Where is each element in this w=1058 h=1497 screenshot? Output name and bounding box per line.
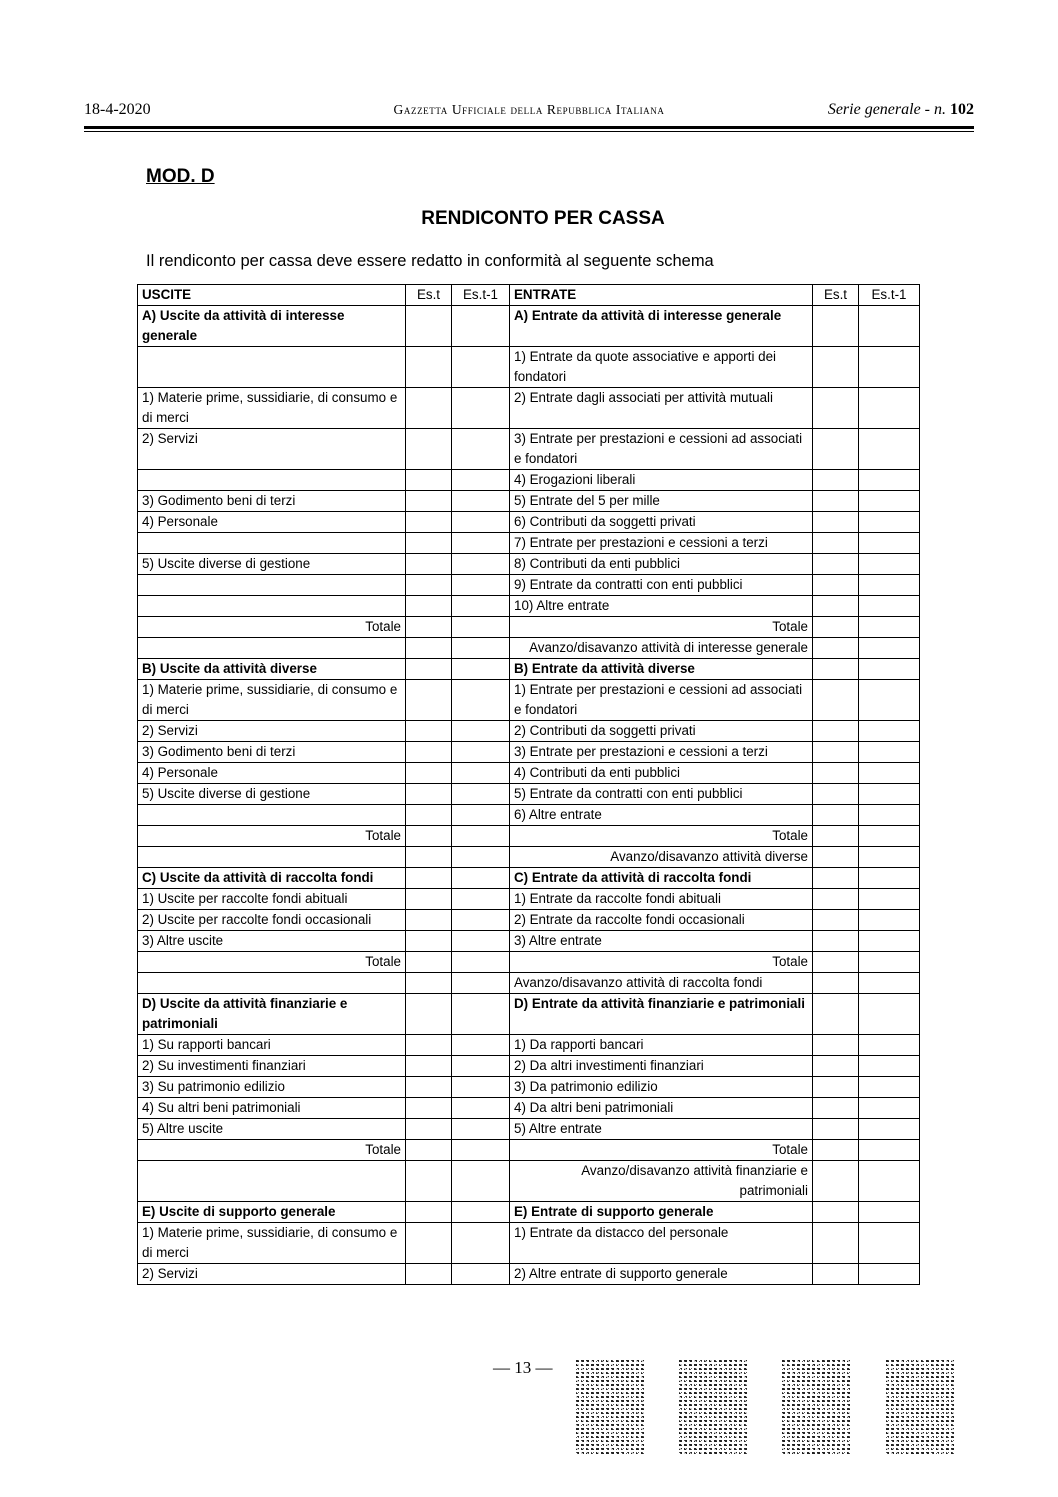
entrate-es-t1-cell bbox=[859, 742, 920, 763]
entrate-es-t-cell bbox=[813, 388, 859, 429]
uscite-es-t-cell bbox=[406, 617, 452, 638]
entrate-cell: E) Entrate di supporto generale bbox=[510, 1202, 813, 1223]
entrate-es-t-cell bbox=[813, 868, 859, 889]
table-row bbox=[138, 1140, 920, 1161]
table-row bbox=[138, 1264, 920, 1285]
entrate-es-t-cell bbox=[813, 470, 859, 491]
entrate-es-t1-cell bbox=[859, 306, 920, 347]
header-rule-thin bbox=[84, 131, 974, 132]
uscite-es-t1-cell bbox=[452, 347, 510, 388]
entrate-es-t1-cell bbox=[859, 638, 920, 659]
table-row bbox=[138, 1161, 920, 1202]
uscite-es-t1-cell bbox=[452, 1098, 510, 1119]
entrate-es-t1-cell bbox=[859, 491, 920, 512]
entrate-es-t-cell bbox=[813, 575, 859, 596]
entrate-cell: 3) Da patrimonio edilizio bbox=[510, 1077, 813, 1098]
entrate-cell: 3) Altre entrate bbox=[510, 931, 813, 952]
entrate-es-t-cell bbox=[813, 721, 859, 742]
uscite-cell: 3) Godimento beni di terzi bbox=[138, 742, 406, 763]
table-row bbox=[138, 575, 920, 596]
uscite-es-t-cell bbox=[406, 1223, 452, 1264]
uscite-es-t-cell bbox=[406, 826, 452, 847]
table-row bbox=[138, 1077, 920, 1098]
entrate-cell: Totale bbox=[510, 826, 813, 847]
uscite-cell: 1) Uscite per raccolte fondi abituali bbox=[138, 889, 406, 910]
uscite-es-t-cell bbox=[406, 659, 452, 680]
uscite-es-t1-cell bbox=[452, 1161, 510, 1202]
entrate-cell: 9) Entrate da contratti con enti pubblici bbox=[510, 575, 813, 596]
entrate-es-t1-cell bbox=[859, 1161, 920, 1202]
table-row bbox=[138, 847, 920, 868]
uscite-cell: 2) Servizi bbox=[138, 721, 406, 742]
uscite-cell: 5) Uscite diverse di gestione bbox=[138, 784, 406, 805]
uscite-es-t1-cell bbox=[452, 491, 510, 512]
uscite-cell bbox=[138, 847, 406, 868]
uscite-es-t-cell bbox=[406, 388, 452, 429]
entrate-es-t1-cell bbox=[859, 784, 920, 805]
uscite-es-t-cell bbox=[406, 1056, 452, 1077]
entrate-es-t1-cell bbox=[859, 347, 920, 388]
table-body bbox=[138, 306, 920, 1285]
entrate-es-t1-cell bbox=[859, 994, 920, 1035]
barcode-2 bbox=[677, 1360, 747, 1456]
entrate-cell: 3) Entrate per prestazioni e cessioni a terzi bbox=[510, 742, 813, 763]
entrate-es-t-cell bbox=[813, 847, 859, 868]
uscite-es-t1-cell bbox=[452, 910, 510, 931]
entrate-es-t-cell bbox=[813, 554, 859, 575]
entrate-cell: 1) Entrate da quote associative e apporti dei fondatori bbox=[510, 347, 813, 388]
uscite-es-t1-cell bbox=[452, 388, 510, 429]
entrate-cell: 6) Contributi da soggetti privati bbox=[510, 512, 813, 533]
table-row bbox=[138, 1035, 920, 1056]
header-rule-thick bbox=[84, 126, 974, 129]
uscite-es-t-cell bbox=[406, 512, 452, 533]
uscite-cell: Totale bbox=[138, 826, 406, 847]
table-row bbox=[138, 1119, 920, 1140]
entrate-cell: Avanzo/disavanzo attività diverse bbox=[510, 847, 813, 868]
table-row bbox=[138, 306, 920, 347]
entrate-es-t-cell bbox=[813, 347, 859, 388]
entrate-cell: 5) Entrate da contratti con enti pubblici bbox=[510, 784, 813, 805]
entrate-es-t-cell bbox=[813, 1202, 859, 1223]
uscite-es-t-cell bbox=[406, 1264, 452, 1285]
table-row bbox=[138, 973, 920, 994]
table-row bbox=[138, 388, 920, 429]
entrate-es-t-cell bbox=[813, 763, 859, 784]
entrate-es-t-cell bbox=[813, 742, 859, 763]
entrate-cell: Avanzo/disavanzo attività di raccolta fondi bbox=[510, 973, 813, 994]
uscite-es-t1-cell bbox=[452, 868, 510, 889]
entrate-cell: 3) Entrate per prestazioni e cessioni ad associati e fondatori bbox=[510, 429, 813, 470]
uscite-es-t1-cell bbox=[452, 889, 510, 910]
uscite-cell bbox=[138, 805, 406, 826]
document-title: RENDICONTO PER CASSA bbox=[421, 208, 665, 229]
entrate-es-t1-cell bbox=[859, 721, 920, 742]
header-title: Gazzetta Ufficiale della Repubblica Italiana bbox=[393, 102, 665, 117]
uscite-es-t-cell bbox=[406, 1161, 452, 1202]
uscite-cell bbox=[138, 575, 406, 596]
uscite-es-t-cell bbox=[406, 994, 452, 1035]
uscite-es-t-cell bbox=[406, 1035, 452, 1056]
uscite-es-t-cell bbox=[406, 763, 452, 784]
entrate-es-t-cell bbox=[813, 429, 859, 470]
entrate-cell: 2) Da altri investimenti finanziari bbox=[510, 1056, 813, 1077]
uscite-es-t-cell bbox=[406, 680, 452, 721]
uscite-cell: 1) Materie prime, sussidiarie, di consumo e di merci bbox=[138, 388, 406, 429]
uscite-es-t-cell bbox=[406, 973, 452, 994]
uscite-cell bbox=[138, 973, 406, 994]
uscite-es-t-cell bbox=[406, 847, 452, 868]
table-row bbox=[138, 826, 920, 847]
table-row bbox=[138, 512, 920, 533]
entrate-es-t-cell bbox=[813, 659, 859, 680]
uscite-es-t1-cell bbox=[452, 680, 510, 721]
entrate-es-t1-cell bbox=[859, 826, 920, 847]
entrate-es-t-cell bbox=[813, 617, 859, 638]
uscite-cell: 3) Godimento beni di terzi bbox=[138, 491, 406, 512]
entrate-es-t-cell bbox=[813, 1161, 859, 1202]
entrate-es-t1-cell bbox=[859, 533, 920, 554]
table-row bbox=[138, 470, 920, 491]
uscite-cell bbox=[138, 1161, 406, 1202]
uscite-es-t1-cell bbox=[452, 973, 510, 994]
uscite-es-t-cell bbox=[406, 784, 452, 805]
uscite-es-t-cell bbox=[406, 554, 452, 575]
table-row bbox=[138, 533, 920, 554]
entrate-cell: 2) Entrate da raccolte fondi occasionali bbox=[510, 910, 813, 931]
entrate-es-t-cell bbox=[813, 1077, 859, 1098]
entrate-cell: 7) Entrate per prestazioni e cessioni a terzi bbox=[510, 533, 813, 554]
header-es-t-entrate: Es.t bbox=[813, 285, 859, 306]
entrate-cell: 2) Altre entrate di supporto generale bbox=[510, 1264, 813, 1285]
entrate-cell: 4) Contributi da enti pubblici bbox=[510, 763, 813, 784]
entrate-es-t1-cell bbox=[859, 512, 920, 533]
uscite-cell: 1) Su rapporti bancari bbox=[138, 1035, 406, 1056]
uscite-cell: 1) Materie prime, sussidiarie, di consumo e di merci bbox=[138, 680, 406, 721]
uscite-cell: 2) Servizi bbox=[138, 429, 406, 470]
header-uscite: USCITE bbox=[138, 285, 406, 306]
entrate-es-t1-cell bbox=[859, 952, 920, 973]
entrate-es-t1-cell bbox=[859, 1223, 920, 1264]
table-row bbox=[138, 889, 920, 910]
uscite-es-t-cell bbox=[406, 1077, 452, 1098]
header-series bbox=[828, 101, 974, 119]
entrate-cell: Avanzo/disavanzo attività finanziarie e patrimoniali bbox=[510, 1161, 813, 1202]
uscite-es-t-cell bbox=[406, 952, 452, 973]
uscite-es-t-cell bbox=[406, 429, 452, 470]
table-row bbox=[138, 1223, 920, 1264]
table-row bbox=[138, 659, 920, 680]
entrate-cell: 2) Entrate dagli associati per attività mutuali bbox=[510, 388, 813, 429]
table-row bbox=[138, 910, 920, 931]
entrate-es-t-cell bbox=[813, 1223, 859, 1264]
entrate-cell: 10) Altre entrate bbox=[510, 596, 813, 617]
entrate-cell: 2) Contributi da soggetti privati bbox=[510, 721, 813, 742]
uscite-es-t1-cell bbox=[452, 659, 510, 680]
uscite-es-t1-cell bbox=[452, 1223, 510, 1264]
table-row bbox=[138, 617, 920, 638]
entrate-es-t-cell bbox=[813, 680, 859, 721]
uscite-cell: 4) Personale bbox=[138, 763, 406, 784]
table-row bbox=[138, 1056, 920, 1077]
table-row bbox=[138, 784, 920, 805]
entrate-cell: 1) Entrate da raccolte fondi abituali bbox=[510, 889, 813, 910]
uscite-es-t1-cell bbox=[452, 805, 510, 826]
uscite-es-t-cell bbox=[406, 491, 452, 512]
uscite-es-t1-cell bbox=[452, 617, 510, 638]
entrate-es-t1-cell bbox=[859, 910, 920, 931]
uscite-es-t1-cell bbox=[452, 1035, 510, 1056]
uscite-es-t1-cell bbox=[452, 533, 510, 554]
uscite-es-t-cell bbox=[406, 347, 452, 388]
entrate-es-t1-cell bbox=[859, 429, 920, 470]
rendiconto-table bbox=[137, 284, 920, 1285]
entrate-cell: 5) Entrate del 5 per mille bbox=[510, 491, 813, 512]
uscite-cell: 5) Altre uscite bbox=[138, 1119, 406, 1140]
table-row bbox=[138, 931, 920, 952]
uscite-es-t-cell bbox=[406, 889, 452, 910]
entrate-cell: 6) Altre entrate bbox=[510, 805, 813, 826]
uscite-cell: Totale bbox=[138, 952, 406, 973]
entrate-es-t1-cell bbox=[859, 1119, 920, 1140]
uscite-es-t1-cell bbox=[452, 742, 510, 763]
table-row bbox=[138, 596, 920, 617]
header-series-number: 102 bbox=[950, 101, 974, 118]
entrate-es-t1-cell bbox=[859, 1077, 920, 1098]
entrate-es-t-cell bbox=[813, 1056, 859, 1077]
uscite-es-t1-cell bbox=[452, 306, 510, 347]
entrate-es-t1-cell bbox=[859, 1264, 920, 1285]
header-es-t-uscite: Es.t bbox=[406, 285, 452, 306]
entrate-es-t1-cell bbox=[859, 470, 920, 491]
table-row bbox=[138, 491, 920, 512]
uscite-es-t-cell bbox=[406, 805, 452, 826]
mod-label: MOD. D bbox=[146, 166, 215, 187]
entrate-es-t1-cell bbox=[859, 973, 920, 994]
table-row bbox=[138, 952, 920, 973]
header-series-label: Serie generale - n. bbox=[827, 101, 946, 118]
entrate-es-t-cell bbox=[813, 512, 859, 533]
uscite-es-t1-cell bbox=[452, 429, 510, 470]
uscite-es-t-cell bbox=[406, 638, 452, 659]
table-row bbox=[138, 1202, 920, 1223]
uscite-es-t1-cell bbox=[452, 826, 510, 847]
table-row bbox=[138, 721, 920, 742]
uscite-cell: 2) Uscite per raccolte fondi occasionali bbox=[138, 910, 406, 931]
uscite-cell: C) Uscite da attività di raccolta fondi bbox=[138, 868, 406, 889]
uscite-es-t1-cell bbox=[452, 638, 510, 659]
uscite-es-t-cell bbox=[406, 742, 452, 763]
uscite-cell: D) Uscite da attività finanziarie e patrimoniali bbox=[138, 994, 406, 1035]
uscite-es-t-cell bbox=[406, 1140, 452, 1161]
entrate-es-t-cell bbox=[813, 638, 859, 659]
entrate-es-t-cell bbox=[813, 931, 859, 952]
entrate-es-t1-cell bbox=[859, 805, 920, 826]
uscite-es-t1-cell bbox=[452, 1264, 510, 1285]
uscite-cell bbox=[138, 347, 406, 388]
uscite-es-t-cell bbox=[406, 1119, 452, 1140]
uscite-es-t-cell bbox=[406, 1098, 452, 1119]
uscite-cell bbox=[138, 596, 406, 617]
entrate-es-t1-cell bbox=[859, 1035, 920, 1056]
entrate-es-t1-cell bbox=[859, 868, 920, 889]
uscite-es-t1-cell bbox=[452, 512, 510, 533]
entrate-es-t1-cell bbox=[859, 596, 920, 617]
uscite-es-t1-cell bbox=[452, 1140, 510, 1161]
uscite-cell: 3) Altre uscite bbox=[138, 931, 406, 952]
entrate-es-t-cell bbox=[813, 826, 859, 847]
uscite-es-t1-cell bbox=[452, 763, 510, 784]
entrate-es-t1-cell bbox=[859, 659, 920, 680]
uscite-es-t-cell bbox=[406, 596, 452, 617]
uscite-cell: Totale bbox=[138, 617, 406, 638]
barcode-4 bbox=[884, 1360, 954, 1456]
table-row bbox=[138, 347, 920, 388]
entrate-es-t-cell bbox=[813, 973, 859, 994]
uscite-es-t-cell bbox=[406, 910, 452, 931]
entrate-cell: 1) Da rapporti bancari bbox=[510, 1035, 813, 1056]
entrate-cell: B) Entrate da attività diverse bbox=[510, 659, 813, 680]
uscite-cell: A) Uscite da attività di interesse generale bbox=[138, 306, 406, 347]
uscite-es-t-cell bbox=[406, 721, 452, 742]
entrate-es-t1-cell bbox=[859, 617, 920, 638]
entrate-es-t1-cell bbox=[859, 1202, 920, 1223]
uscite-es-t-cell bbox=[406, 1202, 452, 1223]
uscite-es-t-cell bbox=[406, 868, 452, 889]
entrate-es-t-cell bbox=[813, 491, 859, 512]
entrate-es-t-cell bbox=[813, 805, 859, 826]
uscite-es-t1-cell bbox=[452, 721, 510, 742]
table-header-row bbox=[138, 285, 920, 306]
entrate-es-t1-cell bbox=[859, 1098, 920, 1119]
entrate-es-t1-cell bbox=[859, 889, 920, 910]
uscite-es-t1-cell bbox=[452, 596, 510, 617]
uscite-cell: 2) Su investimenti finanziari bbox=[138, 1056, 406, 1077]
table-row bbox=[138, 429, 920, 470]
uscite-es-t1-cell bbox=[452, 847, 510, 868]
header-es-t1-uscite: Es.t-1 bbox=[452, 285, 510, 306]
uscite-es-t1-cell bbox=[452, 1056, 510, 1077]
entrate-es-t-cell bbox=[813, 994, 859, 1035]
uscite-es-t1-cell bbox=[452, 575, 510, 596]
uscite-es-t1-cell bbox=[452, 1119, 510, 1140]
entrate-es-t-cell bbox=[813, 533, 859, 554]
entrate-cell: Totale bbox=[510, 952, 813, 973]
uscite-cell: 2) Servizi bbox=[138, 1264, 406, 1285]
entrate-es-t1-cell bbox=[859, 931, 920, 952]
entrate-cell: 4) Erogazioni liberali bbox=[510, 470, 813, 491]
barcode-1 bbox=[574, 1360, 644, 1456]
entrate-es-t1-cell bbox=[859, 763, 920, 784]
uscite-es-t-cell bbox=[406, 931, 452, 952]
entrate-es-t1-cell bbox=[859, 575, 920, 596]
entrate-es-t-cell bbox=[813, 784, 859, 805]
uscite-es-t1-cell bbox=[452, 952, 510, 973]
entrate-es-t1-cell bbox=[859, 388, 920, 429]
uscite-cell bbox=[138, 533, 406, 554]
uscite-cell: 3) Su patrimonio edilizio bbox=[138, 1077, 406, 1098]
header-date: 18-4-2020 bbox=[84, 101, 151, 118]
uscite-cell: 4) Su altri beni patrimoniali bbox=[138, 1098, 406, 1119]
entrate-es-t-cell bbox=[813, 1035, 859, 1056]
entrate-es-t-cell bbox=[813, 1264, 859, 1285]
uscite-cell: 4) Personale bbox=[138, 512, 406, 533]
table-row bbox=[138, 805, 920, 826]
entrate-cell: 8) Contributi da enti pubblici bbox=[510, 554, 813, 575]
header-entrate: ENTRATE bbox=[510, 285, 813, 306]
entrate-es-t-cell bbox=[813, 1098, 859, 1119]
uscite-es-t-cell bbox=[406, 533, 452, 554]
entrate-es-t-cell bbox=[813, 952, 859, 973]
uscite-es-t-cell bbox=[406, 306, 452, 347]
entrate-es-t-cell bbox=[813, 306, 859, 347]
uscite-es-t-cell bbox=[406, 470, 452, 491]
page-number: — 13 — bbox=[493, 1358, 553, 1377]
table-row bbox=[138, 680, 920, 721]
table-row bbox=[138, 638, 920, 659]
uscite-cell bbox=[138, 470, 406, 491]
entrate-cell: 5) Altre entrate bbox=[510, 1119, 813, 1140]
page-header bbox=[84, 101, 974, 125]
uscite-es-t1-cell bbox=[452, 470, 510, 491]
table-row bbox=[138, 763, 920, 784]
header-es-t1-entrate: Es.t-1 bbox=[859, 285, 920, 306]
entrate-cell: C) Entrate da attività di raccolta fondi bbox=[510, 868, 813, 889]
uscite-cell: 1) Materie prime, sussidiarie, di consumo e di merci bbox=[138, 1223, 406, 1264]
uscite-cell: B) Uscite da attività diverse bbox=[138, 659, 406, 680]
entrate-cell: D) Entrate da attività finanziarie e patrimoniali bbox=[510, 994, 813, 1035]
uscite-es-t1-cell bbox=[452, 1077, 510, 1098]
entrate-es-t-cell bbox=[813, 889, 859, 910]
table-row bbox=[138, 868, 920, 889]
entrate-cell: Totale bbox=[510, 617, 813, 638]
entrate-es-t-cell bbox=[813, 1140, 859, 1161]
entrate-es-t1-cell bbox=[859, 1140, 920, 1161]
entrate-cell: Totale bbox=[510, 1140, 813, 1161]
entrate-cell: 1) Entrate da distacco del personale bbox=[510, 1223, 813, 1264]
entrate-cell: Avanzo/disavanzo attività di interesse generale bbox=[510, 638, 813, 659]
intro-text: Il rendiconto per cassa deve essere redatto in conformità al seguente schema bbox=[146, 252, 714, 270]
table-row bbox=[138, 742, 920, 763]
uscite-cell bbox=[138, 638, 406, 659]
entrate-es-t-cell bbox=[813, 910, 859, 931]
table-row bbox=[138, 994, 920, 1035]
entrate-es-t1-cell bbox=[859, 1056, 920, 1077]
entrate-es-t1-cell bbox=[859, 680, 920, 721]
uscite-es-t-cell bbox=[406, 575, 452, 596]
uscite-es-t1-cell bbox=[452, 931, 510, 952]
entrate-es-t1-cell bbox=[859, 847, 920, 868]
entrate-es-t-cell bbox=[813, 596, 859, 617]
table-row bbox=[138, 1098, 920, 1119]
uscite-es-t1-cell bbox=[452, 784, 510, 805]
uscite-es-t1-cell bbox=[452, 1202, 510, 1223]
entrate-cell: 1) Entrate per prestazioni e cessioni ad associati e fondatori bbox=[510, 680, 813, 721]
uscite-cell: 5) Uscite diverse di gestione bbox=[138, 554, 406, 575]
uscite-es-t1-cell bbox=[452, 994, 510, 1035]
table-row bbox=[138, 554, 920, 575]
entrate-es-t1-cell bbox=[859, 554, 920, 575]
entrate-es-t-cell bbox=[813, 1119, 859, 1140]
uscite-cell: E) Uscite di supporto generale bbox=[138, 1202, 406, 1223]
uscite-cell: Totale bbox=[138, 1140, 406, 1161]
entrate-cell: 4) Da altri beni patrimoniali bbox=[510, 1098, 813, 1119]
entrate-cell: A) Entrate da attività di interesse generale bbox=[510, 306, 813, 347]
barcode-3 bbox=[780, 1360, 850, 1456]
uscite-es-t1-cell bbox=[452, 554, 510, 575]
